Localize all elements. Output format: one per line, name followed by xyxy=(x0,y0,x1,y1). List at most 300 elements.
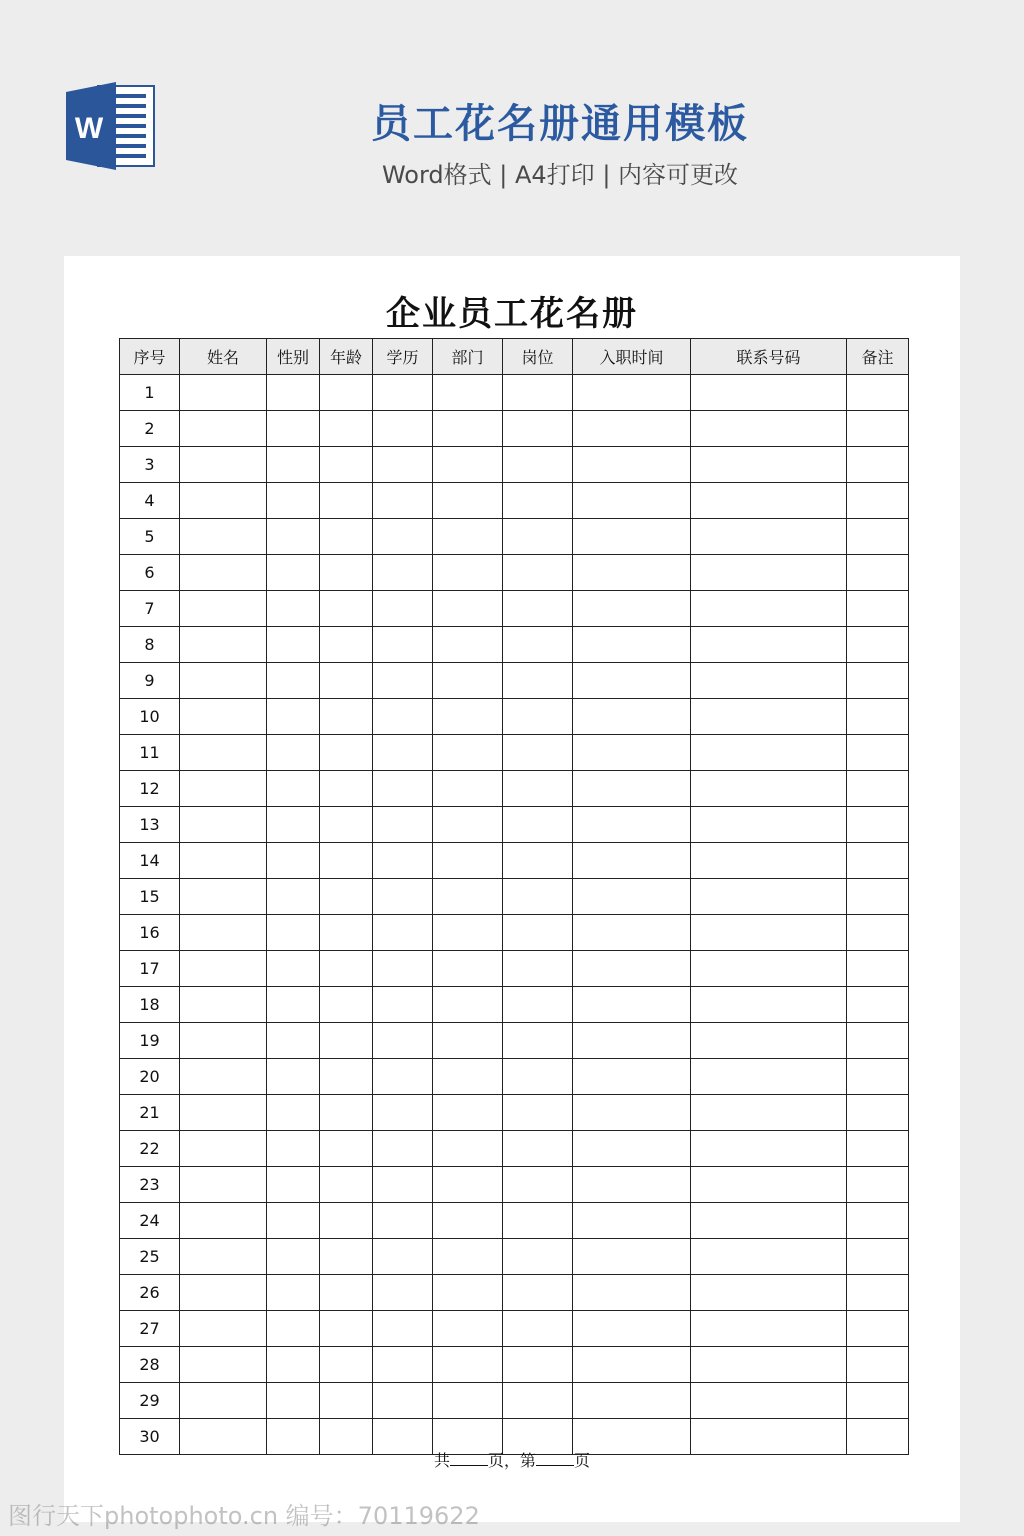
table-cell[interactable] xyxy=(180,663,267,699)
column-header: 部门 xyxy=(433,339,503,375)
table-cell[interactable] xyxy=(267,1131,320,1167)
table-cell[interactable] xyxy=(267,987,320,1023)
table-cell[interactable] xyxy=(320,879,373,915)
table-cell[interactable] xyxy=(847,699,909,735)
row-number: 17 xyxy=(120,951,180,987)
table-cell[interactable] xyxy=(503,627,573,663)
table-cell[interactable] xyxy=(847,627,909,663)
table-cell[interactable] xyxy=(503,1167,573,1203)
row-number: 2 xyxy=(120,411,180,447)
table-cell[interactable] xyxy=(847,663,909,699)
row-number: 6 xyxy=(120,555,180,591)
header-subtitle: Word格式 | A4打印 | 内容可更改 xyxy=(381,161,739,189)
table-cell[interactable] xyxy=(847,591,909,627)
table-row xyxy=(120,843,909,879)
table-cell[interactable] xyxy=(267,879,320,915)
table-cell[interactable] xyxy=(373,771,433,807)
table-cell[interactable] xyxy=(320,1059,373,1095)
table-cell[interactable] xyxy=(433,447,503,483)
table-row xyxy=(120,447,909,483)
table-cell[interactable] xyxy=(847,1239,909,1275)
table-cell[interactable] xyxy=(267,375,320,411)
table-cell[interactable] xyxy=(267,807,320,843)
table-cell[interactable] xyxy=(503,843,573,879)
table-cell[interactable] xyxy=(373,1275,433,1311)
table-cell[interactable] xyxy=(180,915,267,951)
table-cell[interactable] xyxy=(180,807,267,843)
table-cell[interactable] xyxy=(320,375,373,411)
table-cell[interactable] xyxy=(503,1131,573,1167)
table-cell[interactable] xyxy=(373,807,433,843)
table-cell[interactable] xyxy=(433,1203,503,1239)
table-cell[interactable] xyxy=(267,1095,320,1131)
table-row xyxy=(120,591,909,627)
table-cell[interactable] xyxy=(847,447,909,483)
table-cell[interactable] xyxy=(373,447,433,483)
table-cell[interactable] xyxy=(267,843,320,879)
table-cell[interactable] xyxy=(847,1095,909,1131)
table-cell[interactable] xyxy=(573,771,691,807)
table-cell[interactable] xyxy=(573,591,691,627)
table-cell[interactable] xyxy=(320,699,373,735)
table-cell[interactable] xyxy=(433,1059,503,1095)
table-cell[interactable] xyxy=(847,555,909,591)
table-cell[interactable] xyxy=(373,915,433,951)
table-cell[interactable] xyxy=(847,807,909,843)
table-cell[interactable] xyxy=(267,411,320,447)
table-cell[interactable] xyxy=(847,771,909,807)
table-cell[interactable] xyxy=(433,1275,503,1311)
table-cell[interactable] xyxy=(573,1383,691,1419)
table-cell[interactable] xyxy=(320,1239,373,1275)
table-cell[interactable] xyxy=(180,411,267,447)
table-cell[interactable] xyxy=(433,951,503,987)
table-cell[interactable] xyxy=(847,1311,909,1347)
row-number: 5 xyxy=(120,519,180,555)
table-row xyxy=(120,555,909,591)
table-cell[interactable] xyxy=(691,447,847,483)
table-cell[interactable] xyxy=(267,771,320,807)
table-row xyxy=(120,951,909,987)
table-cell[interactable] xyxy=(433,1239,503,1275)
table-cell[interactable] xyxy=(573,1167,691,1203)
row-number: 11 xyxy=(120,735,180,771)
table-cell[interactable] xyxy=(691,1347,847,1383)
row-number: 3 xyxy=(120,447,180,483)
table-cell[interactable] xyxy=(373,699,433,735)
table-cell[interactable] xyxy=(433,987,503,1023)
table-cell[interactable] xyxy=(320,807,373,843)
row-number: 1 xyxy=(120,375,180,411)
table-cell[interactable] xyxy=(373,1095,433,1131)
column-header: 岗位 xyxy=(503,339,573,375)
table-cell[interactable] xyxy=(267,1239,320,1275)
table-cell[interactable] xyxy=(267,447,320,483)
table-cell[interactable] xyxy=(503,591,573,627)
table-cell[interactable] xyxy=(573,951,691,987)
table-cell[interactable] xyxy=(433,879,503,915)
table-cell[interactable] xyxy=(847,879,909,915)
table-cell[interactable] xyxy=(847,1347,909,1383)
table-cell[interactable] xyxy=(373,951,433,987)
table-cell[interactable] xyxy=(180,843,267,879)
table-cell[interactable] xyxy=(320,1167,373,1203)
table-cell[interactable] xyxy=(847,483,909,519)
table-cell[interactable] xyxy=(180,447,267,483)
table-cell[interactable] xyxy=(847,1131,909,1167)
table-cell[interactable] xyxy=(847,1059,909,1095)
table-cell[interactable] xyxy=(503,1239,573,1275)
table-cell[interactable] xyxy=(433,915,503,951)
table-cell[interactable] xyxy=(691,699,847,735)
table-cell[interactable] xyxy=(691,519,847,555)
table-cell[interactable] xyxy=(373,1311,433,1347)
table-cell[interactable] xyxy=(573,375,691,411)
table-cell[interactable] xyxy=(433,735,503,771)
table-cell[interactable] xyxy=(503,411,573,447)
table-cell[interactable] xyxy=(503,663,573,699)
table-cell[interactable] xyxy=(573,807,691,843)
table-cell[interactable] xyxy=(320,735,373,771)
table-cell[interactable] xyxy=(503,735,573,771)
table-cell[interactable] xyxy=(433,1095,503,1131)
table-cell[interactable] xyxy=(503,1383,573,1419)
table-cell[interactable] xyxy=(691,375,847,411)
table-cell[interactable] xyxy=(373,1131,433,1167)
table-cell[interactable] xyxy=(433,375,503,411)
table-cell[interactable] xyxy=(573,663,691,699)
table-cell[interactable] xyxy=(320,483,373,519)
table-cell[interactable] xyxy=(267,1347,320,1383)
table-cell[interactable] xyxy=(373,1239,433,1275)
table-cell[interactable] xyxy=(267,735,320,771)
table-cell[interactable] xyxy=(373,519,433,555)
table-cell[interactable] xyxy=(691,1311,847,1347)
table-cell[interactable] xyxy=(180,555,267,591)
row-number: 30 xyxy=(120,1419,180,1455)
table-cell[interactable] xyxy=(847,1203,909,1239)
table-row xyxy=(120,807,909,843)
table-cell[interactable] xyxy=(433,555,503,591)
table-cell[interactable] xyxy=(373,375,433,411)
table-cell[interactable] xyxy=(267,663,320,699)
table-cell[interactable] xyxy=(691,951,847,987)
row-number: 22 xyxy=(120,1131,180,1167)
table-cell[interactable] xyxy=(433,591,503,627)
table-cell[interactable] xyxy=(320,843,373,879)
table-cell[interactable] xyxy=(847,987,909,1023)
table-cell[interactable] xyxy=(847,375,909,411)
table-cell[interactable] xyxy=(433,1347,503,1383)
table-cell[interactable] xyxy=(433,663,503,699)
table-cell[interactable] xyxy=(691,1131,847,1167)
table-cell[interactable] xyxy=(573,1059,691,1095)
table-cell[interactable] xyxy=(320,1095,373,1131)
table-cell[interactable] xyxy=(433,699,503,735)
table-cell[interactable] xyxy=(267,519,320,555)
table-cell[interactable] xyxy=(433,411,503,447)
table-cell[interactable] xyxy=(847,1275,909,1311)
table-cell[interactable] xyxy=(180,1167,267,1203)
table-cell[interactable] xyxy=(180,951,267,987)
table-cell[interactable] xyxy=(573,1131,691,1167)
table-cell[interactable] xyxy=(573,519,691,555)
table-cell[interactable] xyxy=(320,1203,373,1239)
table-cell[interactable] xyxy=(267,1167,320,1203)
table-cell[interactable] xyxy=(691,843,847,879)
table-cell[interactable] xyxy=(267,1383,320,1419)
table-cell[interactable] xyxy=(180,987,267,1023)
total-pages-blank[interactable] xyxy=(450,1451,488,1466)
table-cell[interactable] xyxy=(320,771,373,807)
table-cell[interactable] xyxy=(180,1239,267,1275)
table-cell[interactable] xyxy=(573,843,691,879)
table-cell[interactable] xyxy=(691,591,847,627)
table-cell[interactable] xyxy=(573,1203,691,1239)
table-cell[interactable] xyxy=(503,375,573,411)
table-cell[interactable] xyxy=(180,1131,267,1167)
table-cell[interactable] xyxy=(267,1275,320,1311)
table-row xyxy=(120,1239,909,1275)
table-cell[interactable] xyxy=(503,1347,573,1383)
row-number: 18 xyxy=(120,987,180,1023)
table-cell[interactable] xyxy=(433,1023,503,1059)
table-cell[interactable] xyxy=(373,591,433,627)
table-cell[interactable] xyxy=(573,987,691,1023)
table-cell[interactable] xyxy=(373,1347,433,1383)
table-cell[interactable] xyxy=(267,591,320,627)
table-cell[interactable] xyxy=(847,1023,909,1059)
table-row xyxy=(120,1131,909,1167)
table-cell[interactable] xyxy=(433,519,503,555)
table-cell[interactable] xyxy=(320,447,373,483)
table-cell[interactable] xyxy=(373,987,433,1023)
table-cell[interactable] xyxy=(180,519,267,555)
table-cell[interactable] xyxy=(433,627,503,663)
table-cell[interactable] xyxy=(573,483,691,519)
table-cell[interactable] xyxy=(373,1203,433,1239)
table-cell[interactable] xyxy=(180,591,267,627)
table-cell[interactable] xyxy=(320,1023,373,1059)
table-cell[interactable] xyxy=(573,411,691,447)
table-cell[interactable] xyxy=(433,1383,503,1419)
row-number: 23 xyxy=(120,1167,180,1203)
table-cell[interactable] xyxy=(503,1203,573,1239)
table-cell[interactable] xyxy=(503,879,573,915)
table-cell[interactable] xyxy=(573,1023,691,1059)
table-cell[interactable] xyxy=(503,699,573,735)
table-cell[interactable] xyxy=(573,1311,691,1347)
table-cell[interactable] xyxy=(503,519,573,555)
table-cell[interactable] xyxy=(503,447,573,483)
table-cell[interactable] xyxy=(373,483,433,519)
table-cell[interactable] xyxy=(691,1239,847,1275)
table-cell[interactable] xyxy=(320,951,373,987)
table-cell[interactable] xyxy=(373,1167,433,1203)
table-cell[interactable] xyxy=(691,627,847,663)
table-cell[interactable] xyxy=(320,555,373,591)
table-cell[interactable] xyxy=(433,807,503,843)
table-cell[interactable] xyxy=(267,699,320,735)
table-cell[interactable] xyxy=(503,987,573,1023)
table-cell[interactable] xyxy=(180,771,267,807)
table-cell[interactable] xyxy=(267,555,320,591)
table-cell[interactable] xyxy=(691,1023,847,1059)
table-cell[interactable] xyxy=(320,1131,373,1167)
table-cell[interactable] xyxy=(180,1095,267,1131)
table-cell[interactable] xyxy=(573,627,691,663)
table-cell[interactable] xyxy=(847,411,909,447)
table-row xyxy=(120,987,909,1023)
table-cell[interactable] xyxy=(847,915,909,951)
table-cell[interactable] xyxy=(573,1275,691,1311)
table-cell[interactable] xyxy=(691,1059,847,1095)
column-header: 入职时间 xyxy=(573,339,691,375)
table-cell[interactable] xyxy=(503,1095,573,1131)
table-cell[interactable] xyxy=(503,951,573,987)
table-cell[interactable] xyxy=(267,1059,320,1095)
table-cell[interactable] xyxy=(180,1275,267,1311)
table-cell[interactable] xyxy=(691,1275,847,1311)
table-cell[interactable] xyxy=(320,915,373,951)
table-cell[interactable] xyxy=(573,879,691,915)
table-cell[interactable] xyxy=(691,1383,847,1419)
table-cell[interactable] xyxy=(503,1059,573,1095)
table-row xyxy=(120,1383,909,1419)
row-number: 28 xyxy=(120,1347,180,1383)
table-cell[interactable] xyxy=(180,1059,267,1095)
table-cell[interactable] xyxy=(573,699,691,735)
table-cell[interactable] xyxy=(503,771,573,807)
table-cell[interactable] xyxy=(433,483,503,519)
table-cell[interactable] xyxy=(373,735,433,771)
column-header: 联系号码 xyxy=(691,339,847,375)
row-number: 20 xyxy=(120,1059,180,1095)
table-cell[interactable] xyxy=(691,1203,847,1239)
table-cell[interactable] xyxy=(433,1311,503,1347)
table-cell[interactable] xyxy=(267,1311,320,1347)
table-cell[interactable] xyxy=(180,375,267,411)
table-cell[interactable] xyxy=(691,915,847,951)
table-cell[interactable] xyxy=(373,1383,433,1419)
word-document-icon xyxy=(64,80,156,172)
table-cell[interactable] xyxy=(180,1311,267,1347)
table-cell[interactable] xyxy=(320,627,373,663)
table-cell[interactable] xyxy=(503,1311,573,1347)
table-header-row xyxy=(120,339,909,375)
table-cell[interactable] xyxy=(320,987,373,1023)
table-cell[interactable] xyxy=(433,1131,503,1167)
table-cell[interactable] xyxy=(573,1239,691,1275)
table-row xyxy=(120,915,909,951)
table-cell[interactable] xyxy=(267,1023,320,1059)
table-cell[interactable] xyxy=(267,627,320,663)
table-cell[interactable] xyxy=(180,1023,267,1059)
table-cell[interactable] xyxy=(373,1023,433,1059)
table-cell[interactable] xyxy=(433,843,503,879)
table-cell[interactable] xyxy=(320,591,373,627)
table-row xyxy=(120,1347,909,1383)
table-cell[interactable] xyxy=(180,1203,267,1239)
table-cell[interactable] xyxy=(267,915,320,951)
table-cell[interactable] xyxy=(691,555,847,591)
row-number: 9 xyxy=(120,663,180,699)
table-cell[interactable] xyxy=(267,1203,320,1239)
table-cell[interactable] xyxy=(691,483,847,519)
table-cell[interactable] xyxy=(180,879,267,915)
table-cell[interactable] xyxy=(320,1383,373,1419)
table-cell[interactable] xyxy=(180,627,267,663)
row-number: 26 xyxy=(120,1275,180,1311)
table-cell[interactable] xyxy=(847,735,909,771)
table-cell[interactable] xyxy=(267,951,320,987)
table-cell[interactable] xyxy=(180,735,267,771)
table-cell[interactable] xyxy=(847,1167,909,1203)
table-cell[interactable] xyxy=(320,411,373,447)
table-cell[interactable] xyxy=(180,483,267,519)
table-cell[interactable] xyxy=(373,879,433,915)
table-cell[interactable] xyxy=(373,555,433,591)
employee-roster-table xyxy=(119,338,909,1455)
table-cell[interactable] xyxy=(503,1023,573,1059)
table-cell[interactable] xyxy=(573,555,691,591)
table-cell[interactable] xyxy=(373,411,433,447)
current-page-blank[interactable] xyxy=(536,1451,574,1466)
table-cell[interactable] xyxy=(503,1275,573,1311)
table-cell[interactable] xyxy=(180,1347,267,1383)
table-cell[interactable] xyxy=(691,987,847,1023)
table-cell[interactable] xyxy=(573,735,691,771)
table-cell[interactable] xyxy=(847,519,909,555)
column-header: 学历 xyxy=(373,339,433,375)
table-cell[interactable] xyxy=(573,1347,691,1383)
table-cell[interactable] xyxy=(503,555,573,591)
table-cell[interactable] xyxy=(847,1383,909,1419)
table-cell[interactable] xyxy=(320,1275,373,1311)
table-cell[interactable] xyxy=(691,1167,847,1203)
table-cell[interactable] xyxy=(691,663,847,699)
table-cell[interactable] xyxy=(320,1347,373,1383)
table-cell[interactable] xyxy=(433,771,503,807)
table-cell[interactable] xyxy=(503,483,573,519)
table-cell[interactable] xyxy=(691,771,847,807)
table-cell[interactable] xyxy=(691,735,847,771)
table-cell[interactable] xyxy=(373,627,433,663)
table-row xyxy=(120,1167,909,1203)
table-cell[interactable] xyxy=(691,1095,847,1131)
table-cell[interactable] xyxy=(847,843,909,879)
table-cell[interactable] xyxy=(573,1095,691,1131)
table-cell[interactable] xyxy=(691,879,847,915)
table-cell[interactable] xyxy=(180,699,267,735)
table-cell[interactable] xyxy=(180,1383,267,1419)
table-cell[interactable] xyxy=(320,663,373,699)
table-cell[interactable] xyxy=(847,951,909,987)
table-cell[interactable] xyxy=(320,1311,373,1347)
table-cell[interactable] xyxy=(503,915,573,951)
table-cell[interactable] xyxy=(573,915,691,951)
table-cell[interactable] xyxy=(433,1167,503,1203)
table-cell[interactable] xyxy=(373,663,433,699)
table-cell[interactable] xyxy=(503,807,573,843)
table-cell[interactable] xyxy=(691,807,847,843)
table-cell[interactable] xyxy=(267,483,320,519)
table-cell[interactable] xyxy=(573,447,691,483)
table-cell[interactable] xyxy=(320,519,373,555)
table-cell[interactable] xyxy=(373,1059,433,1095)
table-cell[interactable] xyxy=(373,843,433,879)
table-cell[interactable] xyxy=(691,411,847,447)
